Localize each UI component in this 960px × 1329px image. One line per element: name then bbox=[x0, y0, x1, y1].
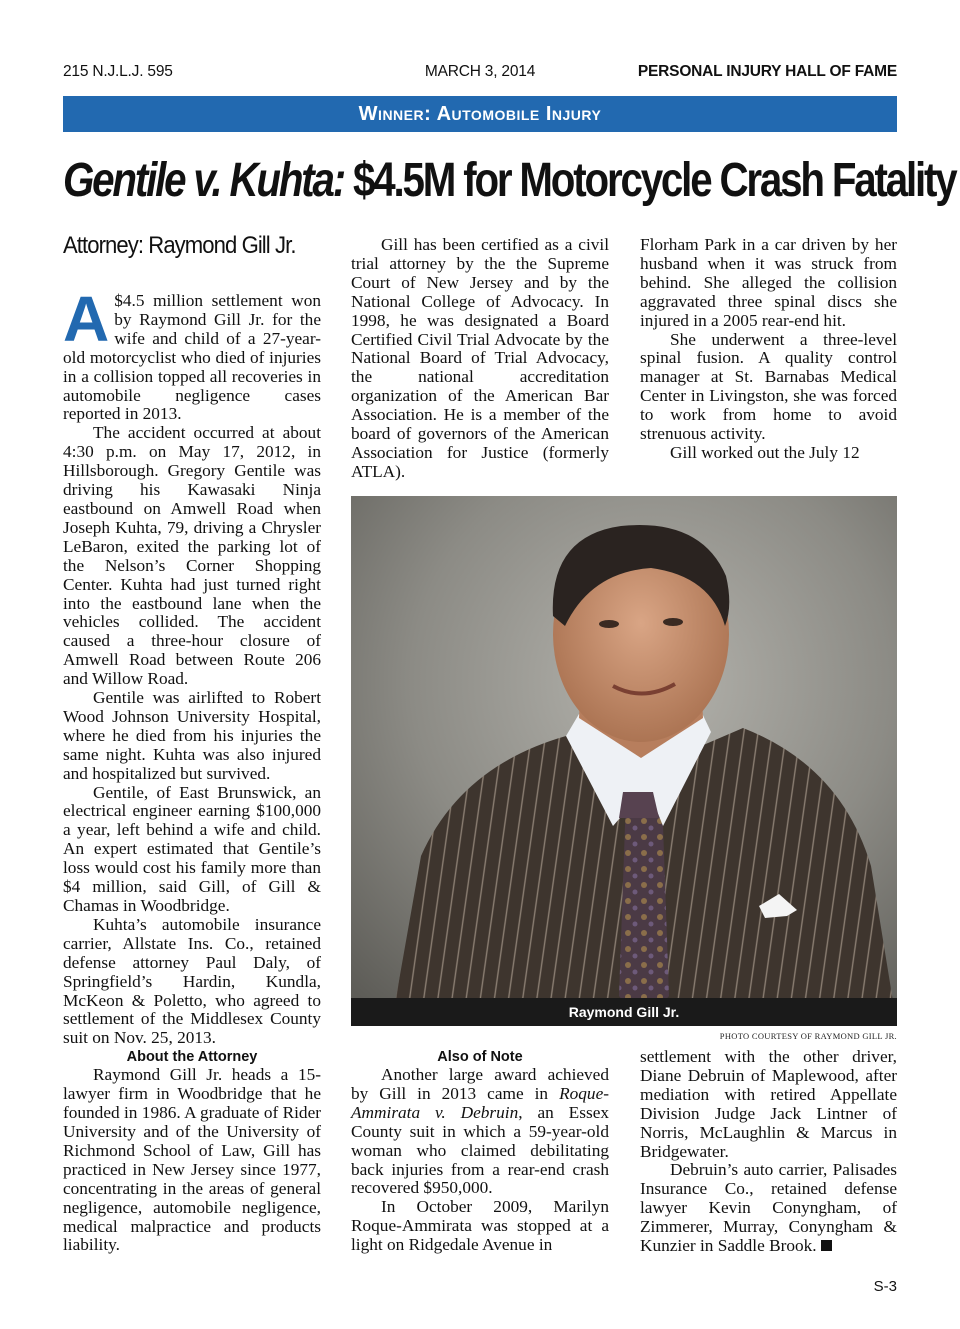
byline: Attorney: Raymond Gill Jr. bbox=[63, 232, 296, 259]
paragraph: She underwent a three-level spinal fusion. A quality control manager at St. Barnabas Medical Center in Livingston, she was forced to work from home to avoid strenuous activity. bbox=[640, 329, 897, 444]
issue-date: MARCH 3, 2014 bbox=[424, 63, 536, 80]
paragraph: Debruin’s auto carrier, Palisades Insurance Co., retained defense lawyer Kevin Conyngham, of Zimmerer, Murray, Conyngham & Kunzier in Saddle Brook. bbox=[640, 1160, 897, 1256]
running-header bbox=[63, 63, 897, 85]
article-column-1 bbox=[63, 283, 321, 1255]
paragraph: In October 2009, Marilyn Roque-Ammirata was stopped at a light on Ridgedale Avenue in bbox=[351, 1197, 609, 1255]
paragraph: Gentile, of East Brunswick, an electrical engineer earning $100,000 a year, left behind a wife and child. An expert estimated that Gentile’s loss would cost his family more than $4 million, said Gill, of Gill & Chamas in Woodbridge. bbox=[63, 782, 321, 915]
attorney-photo bbox=[351, 496, 897, 1026]
section-title: PERSONAL INJURY HALL OF FAME bbox=[637, 63, 897, 80]
photo-credit: PHOTO COURTESY OF RAYMOND GILL JR. bbox=[719, 1031, 897, 1041]
paragraph: Gentile was airlifted to Robert Wood Johnson University Hospital, where he died from his injuries the same night. Kuhta was also injured and hospitalized but survived. bbox=[63, 688, 321, 783]
headline-title: $4.5M for Motorcycle Crash Fatality bbox=[353, 154, 956, 207]
paragraph: Raymond Gill Jr. heads a 15-lawyer firm in Woodbridge that he founded in 1986. A graduate of Rider University and of the University of Richmond School of Law, Gill has practiced in New Jersey since 1977, concentrating in the areas of general negligence, automobile negligence, medical malpractice and products liability. bbox=[63, 1065, 321, 1255]
page-number: S-3 bbox=[873, 1278, 897, 1295]
portrait-image bbox=[351, 496, 897, 1026]
lead-paragraph: A $4.5 million settlement won by Raymond Gill Jr. for the wife and child of a 27-year-old motorcyclist who died of injuries in a collision topped all recoveries in automobile negligence cases reported in 2013. bbox=[63, 283, 321, 424]
photo-caption: Raymond Gill Jr. bbox=[351, 998, 897, 1026]
article-column-3 bbox=[640, 236, 897, 463]
drop-cap: A bbox=[63, 283, 110, 355]
citation: 215 N.J.L.J. 595 bbox=[63, 63, 173, 80]
paragraph: The accident occurred at about 4:30 p.m. on May 17, 2012, in Hillsborough. Gregory Gentile was driving his Kawasaki Ninja eastbound on Amwell Road when Joseph Kuhta, 79, driving a Chrysler LeBaron, exited the parking lot of the Nelson’s Corner Shopping Center. Kuhta had just turned right into the eastbound lane when the vehicles collided. The accident caused a three-hour closure of Amwell Road between Route 206 and Willow Road. bbox=[63, 423, 321, 689]
paragraph: settlement with the other driver, Diane Debruin of Maplewood, after mediation with retired Appellate Division Judge Jack Lintner of Norris, McLaughlin & Marcus in Bridgewater. bbox=[640, 1047, 897, 1161]
headline-case-name: Gentile v. Kuhta: bbox=[63, 154, 345, 207]
category-banner: Winner: Automobile Injury bbox=[63, 96, 897, 132]
also-of-note-heading: Also of Note bbox=[437, 1049, 523, 1065]
about-attorney-heading: About the Attorney bbox=[126, 1049, 258, 1066]
paragraph: Kuhta’s automobile insurance carrier, Allstate Ins. Co., retained defense attorney Paul Daly, of Springfield’s Hardin, Kundla, McKeon & Poletto, who agreed to settlement of the Middlesex County suit on Nov. 25, 2013. bbox=[63, 914, 321, 1048]
paragraph: Florham Park in a car driven by her husband when it was struck from behind. She alleged the collision aggravated three spinal discs she injured in a 2005 rear-end hit. bbox=[640, 235, 897, 330]
article-column-3-continued bbox=[640, 1048, 897, 1256]
end-mark-icon bbox=[821, 1240, 832, 1251]
article-column-2 bbox=[351, 236, 609, 482]
paragraph: Gill has been certified as a civil trial attorney by the the Supreme Court of New Jersey and by the National College of Advocacy. In 1998, he was designated a Board Certified Civil Trial Advocate by the National Board of Trial Advocacy, the national accreditation organization of the American Bar Association. He is a member of the board of governors of the American Association for Justice (formerly ATLA). bbox=[351, 235, 609, 481]
also-of-note-column bbox=[351, 1048, 609, 1255]
paragraph: Gill worked out the July 12 bbox=[670, 442, 860, 462]
paragraph: Another large award achieved by Gill in 2013 came in Roque-Ammirata v. Debruin, an Essex County suit in which a 59-year-old woman who claimed debilitating back injuries from a rear-end crash recovered $950,000. bbox=[351, 1065, 610, 1198]
case-name: Roque-Ammirata v. Debruin bbox=[351, 1083, 609, 1122]
headline bbox=[63, 150, 956, 212]
